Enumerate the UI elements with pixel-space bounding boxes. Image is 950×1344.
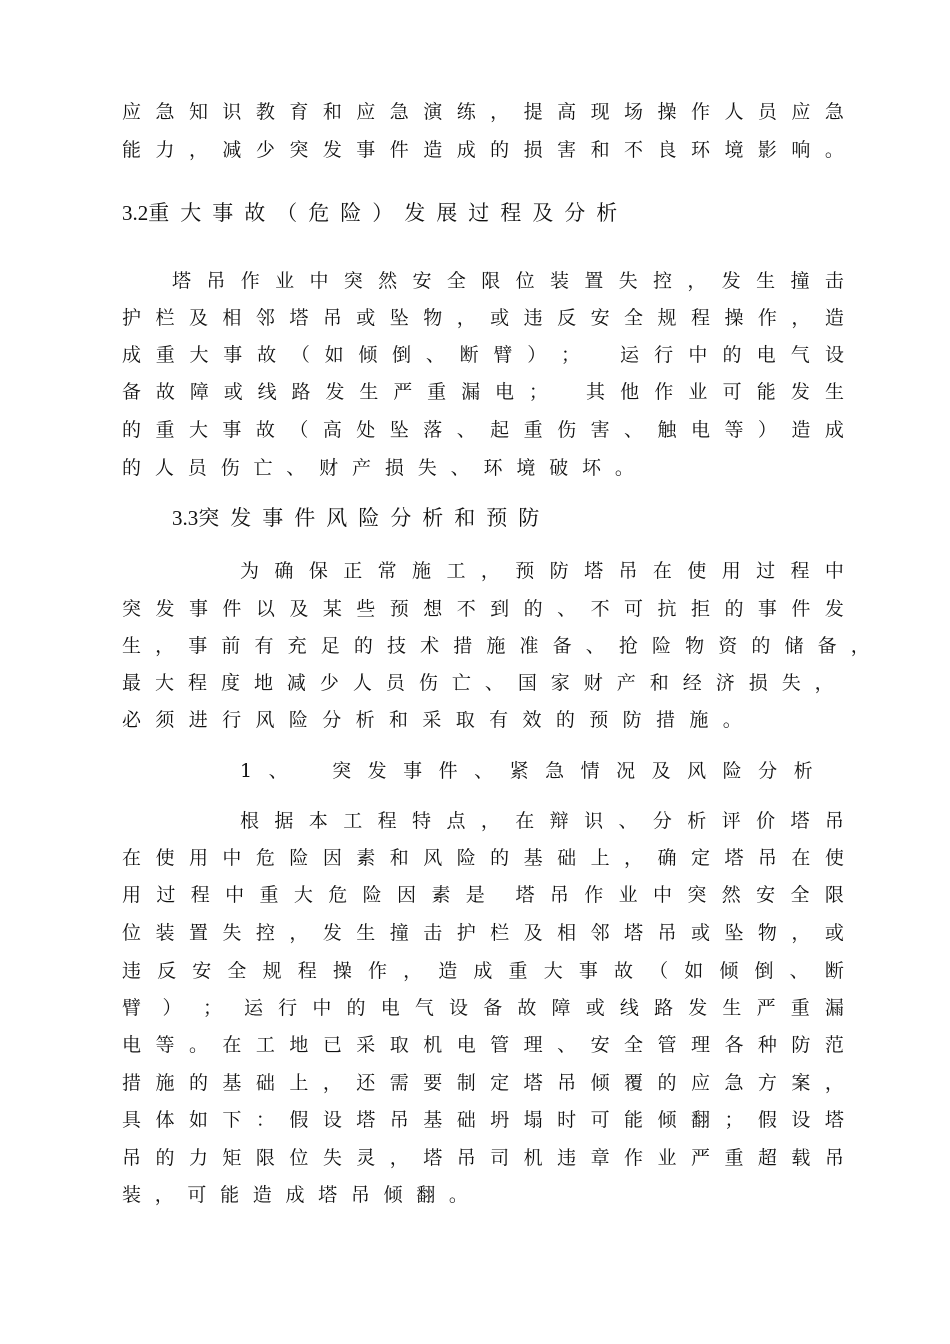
section-3-3-title: 突发事件风险分析和预防: [198, 506, 551, 530]
section-3-2-line-4: [122, 379, 844, 405]
section-3-2-title: 重大事故（危险）发展过程及分析: [148, 201, 629, 225]
intro-line-2: 能 力 ， 减 少 突 发 事 件 造 成 的 损 害 和 不 良 环 境 影 响 。: [122, 139, 844, 161]
section-3-2-line-1: 塔 吊 作 业 中 突 然 安 全 限 位 装 置 失 控 ， 发 生 撞 击: [172, 270, 844, 292]
subsection-1-number: 1、: [240, 760, 305, 782]
section-3-2-line-4b: 其 他 作 业 可 能 发 生: [586, 381, 844, 403]
section-3-3-line-5: 必 须 进 行 风 险 分 析 和 采 取 有 效 的 预 防 措 施 。: [122, 709, 742, 731]
section-3-2-line-5: 的 重 大 事 故 （ 高 处 坠 落 、 起 重 伤 害 、 触 电 等 ） 造 成: [122, 419, 844, 441]
section-3-3-heading: [172, 505, 550, 531]
section-3-2-line-2: 护 栏 及 相 邻 塔 吊 或 坠 物 ， 或 违 反 安 全 规 程 操 作 ， 造: [122, 307, 844, 329]
section-3-2-heading: [122, 200, 628, 226]
subsection-1-line-2: 在 使 用 中 危 险 因 素 和 风 险 的 基 础 上 ， 确 定 塔 吊 在 使: [122, 847, 844, 869]
section-3-2-line-4a: 备 故 障 或 线 路 发 生 严 重 漏 电 ；: [122, 381, 548, 403]
subsection-1-line-6a: 臂 ） ；: [122, 997, 222, 1019]
subsection-1-line-9: 具 体 如 下 ： 假 设 塔 吊 基 础 坍 塌 时 可 能 倾 翻 ； 假 设 塔: [122, 1109, 844, 1131]
section-3-3-number: 3.3: [172, 506, 199, 530]
section-3-2-line-3: [122, 342, 844, 368]
subsection-1-line-11: 装 ， 可 能 造 成 塔 吊 倾 翻 。: [122, 1184, 468, 1206]
subsection-1-line-5: 违 反 安 全 规 程 操 作 ， 造 成 重 大 事 故 （ 如 倾 倒 、 断: [122, 960, 844, 982]
subsection-1-heading: [240, 758, 829, 784]
subsection-1-line-4: 位 装 置 失 控 ， 发 生 撞 击 护 栏 及 相 邻 塔 吊 或 坠 物 ， 或: [122, 922, 844, 944]
subsection-1-line-8: 措 施 的 基 础 上 ， 还 需 要 制 定 塔 吊 倾 覆 的 应 急 方 案 ，: [122, 1072, 844, 1094]
section-3-3-line-3: 生 ， 事 前 有 充 足 的 技 术 措 施 准 备 、 抢 险 物 资 的 储 备 ，: [122, 635, 870, 657]
subsection-1-line-7: 电 等 。 在 工 地 已 采 取 机 电 管 理 、 安 全 管 理 各 种 防 范: [122, 1034, 844, 1056]
section-3-2-line-3b: 运 行 中 的 电 气 设: [620, 344, 844, 366]
section-3-3-line-4: 最 大 程 度 地 减 少 人 员 伤 亡 、 国 家 财 产 和 经 济 损 失 ，: [122, 672, 834, 694]
subsection-1-title: 突发事件、紧急情况及风险分析: [332, 760, 830, 782]
subsection-1-line-6b: 运 行 中 的 电 气 设 备 故 障 或 线 路 发 生 严 重 漏: [244, 997, 844, 1019]
subsection-1-line-3: 用 过 程 中 重 大 危 险 因 素 是 塔 吊 作 业 中 突 然 安 全 限: [122, 884, 844, 906]
section-3-3-line-1: 为 确 保 正 常 施 工 ， 预 防 塔 吊 在 使 用 过 程 中: [240, 560, 844, 582]
subsection-1-line-6: [122, 995, 844, 1021]
subsection-1-line-1: 根 据 本 工 程 特 点 ， 在 辩 识 、 分 析 评 价 塔 吊: [240, 810, 844, 832]
subsection-1-line-10: 吊 的 力 矩 限 位 失 灵 ， 塔 吊 司 机 违 章 作 业 严 重 超 载 吊: [122, 1147, 844, 1169]
intro-line-1: 应 急 知 识 教 育 和 应 急 演 练 ， 提 高 现 场 操 作 人 员 应 急: [122, 101, 844, 123]
section-3-3-line-2: 突 发 事 件 以 及 某 些 预 想 不 到 的 、 不 可 抗 拒 的 事 件 发: [122, 598, 844, 620]
section-3-2-number: 3.2: [122, 201, 149, 225]
section-3-2-line-6: 的 人 员 伤 亡 、 财 产 损 失 、 环 境 破 坏 。: [122, 457, 634, 479]
section-3-2-line-3a: 成 重 大 事 故 （ 如 倾 倒 、 断 臂 ） ；: [122, 344, 580, 366]
